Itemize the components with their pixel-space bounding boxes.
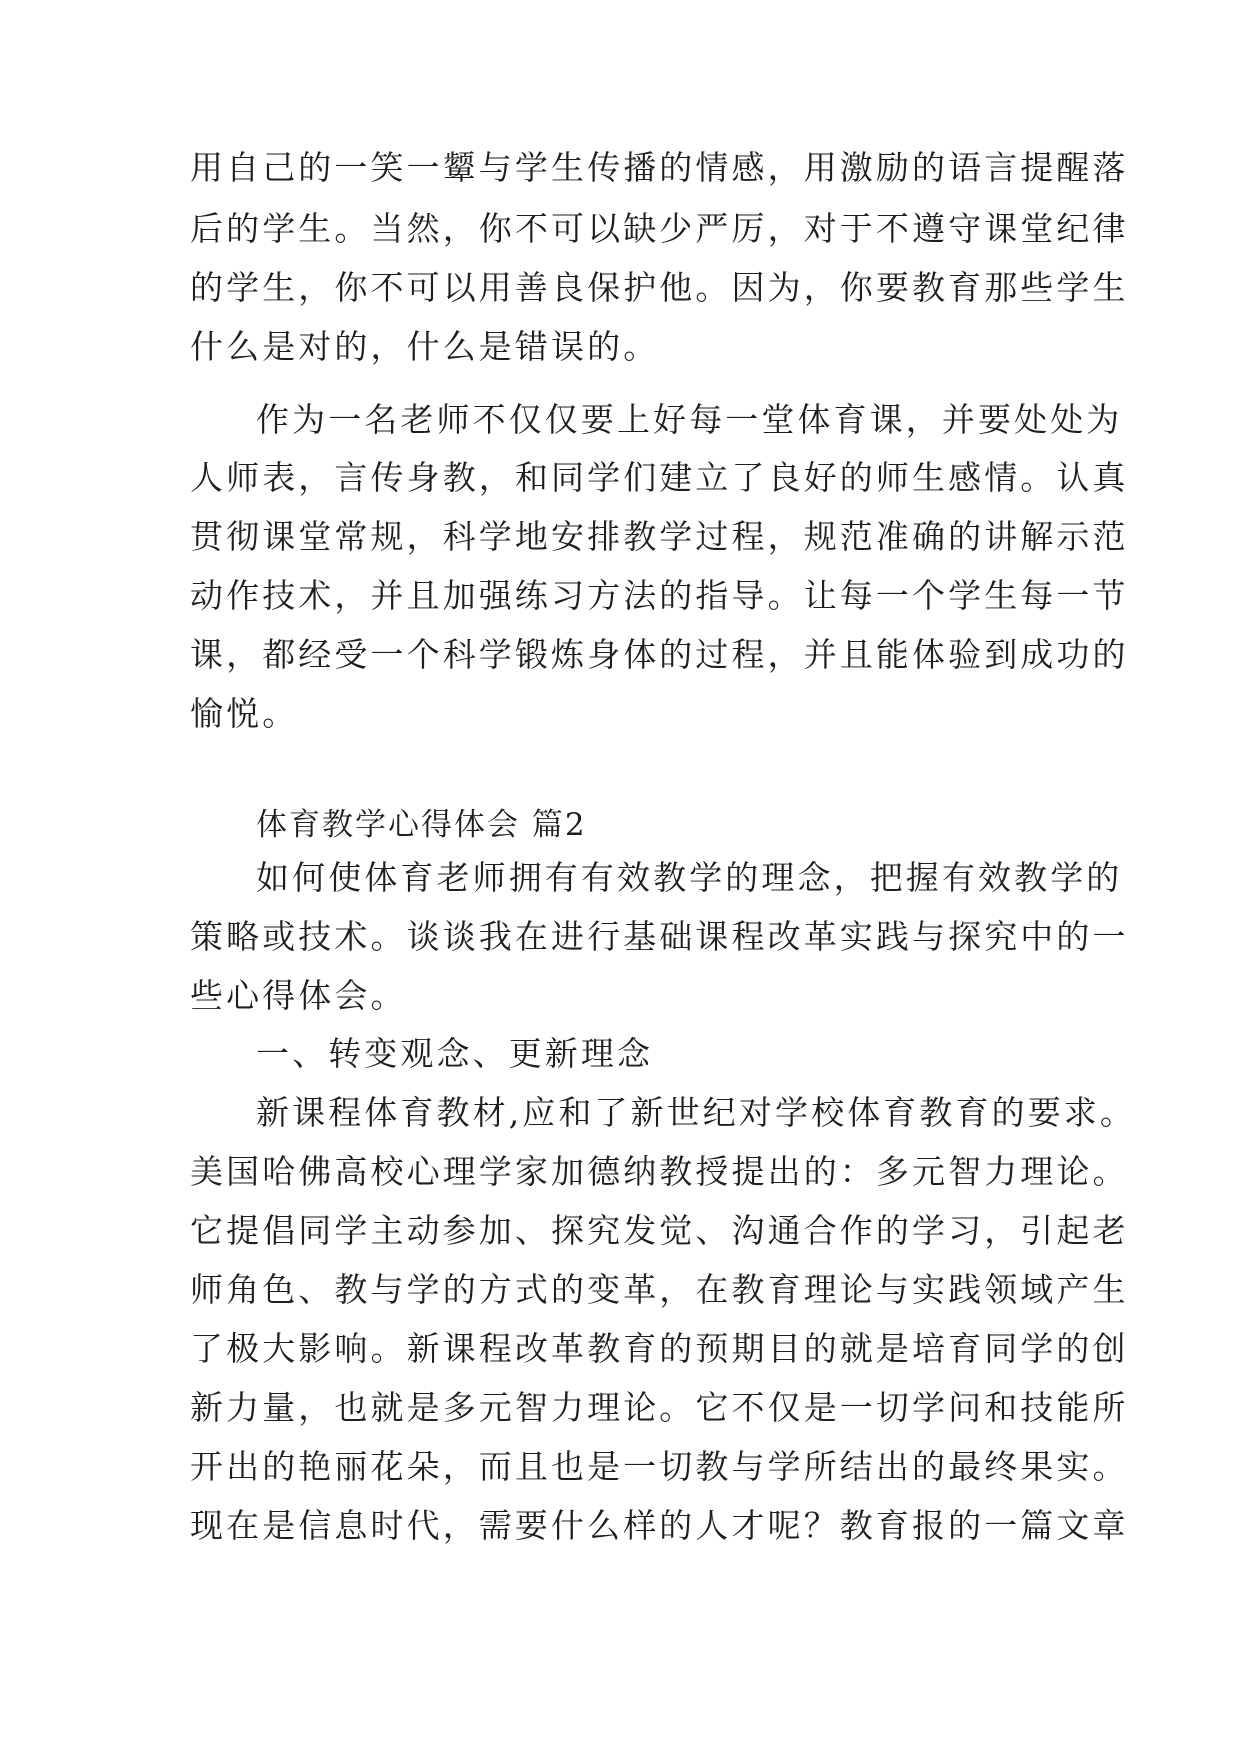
paragraph-line: 它提倡同学主动参加、探究发觉、沟通合作的学习，引起老 xyxy=(190,1211,1129,1250)
paragraph-line: 贯彻课堂常规，科学地安排教学过程，规范准确的讲解示范 xyxy=(190,517,1129,556)
paragraph-line: 人师表，言传身教，和同学们建立了良好的师生感情。认真 xyxy=(190,458,1129,497)
paragraph-line: 策略或技术。谈谈我在进行基础课程改革实践与探究中的一 xyxy=(190,917,1129,956)
paragraph-line: 愉悦。 xyxy=(190,694,299,733)
paragraph-line: 的学生，你不可以用善良保护他。因为，你要教育那些学生 xyxy=(190,268,1129,307)
paragraph-line: 新课程体育教材,应和了新世纪对学校体育教育的要求。 xyxy=(256,1093,1136,1132)
paragraph-line: 了极大影响。新课程改革教育的预期目的就是培育同学的创 xyxy=(190,1329,1129,1368)
paragraph-line: 如何使体育老师拥有有效教学的理念，把握有效教学的 xyxy=(256,858,1123,897)
paragraph-line: 新力量，也就是多元智力理论。它不仅是一切学问和技能所 xyxy=(190,1388,1129,1427)
paragraph-line: 什么是对的，什么是错误的。 xyxy=(190,327,660,366)
subsection-heading: 一、转变观念、更新理念 xyxy=(256,1034,654,1073)
paragraph-line: 开出的艳丽花朵，而且也是一切教与学所结出的最终果实。 xyxy=(190,1447,1129,1486)
paragraph-line: 美国哈佛高校心理学家加德纳教授提出的：多元智力理论。 xyxy=(190,1152,1129,1191)
paragraph-line: 些心得体会。 xyxy=(190,976,407,1015)
paragraph-line: 动作技术，并且加强练习方法的指导。让每一个学生每一节 xyxy=(190,576,1129,615)
paragraph-line: 师角色、教与学的方式的变革，在教育理论与实践领域产生 xyxy=(190,1270,1129,1309)
paragraph-line: 作为一名老师不仅仅要上好每一堂体育课，并要处处为 xyxy=(256,400,1123,439)
paragraph-line: 用自己的一笑一颦与学生传播的情感，用激励的语言提醒落 xyxy=(190,148,1129,187)
paragraph-line: 课，都经受一个科学锻炼身体的过程，并且能体验到成功的 xyxy=(190,635,1129,674)
paragraph-line: 现在是信息时代，需要什么样的人才呢？教育报的一篇文章 xyxy=(190,1506,1129,1545)
paragraph-line: 后的学生。当然，你不可以缺少严厉，对于不遵守课堂纪律 xyxy=(190,209,1129,248)
section-heading: 体育教学心得体会 篇2 xyxy=(256,807,587,843)
